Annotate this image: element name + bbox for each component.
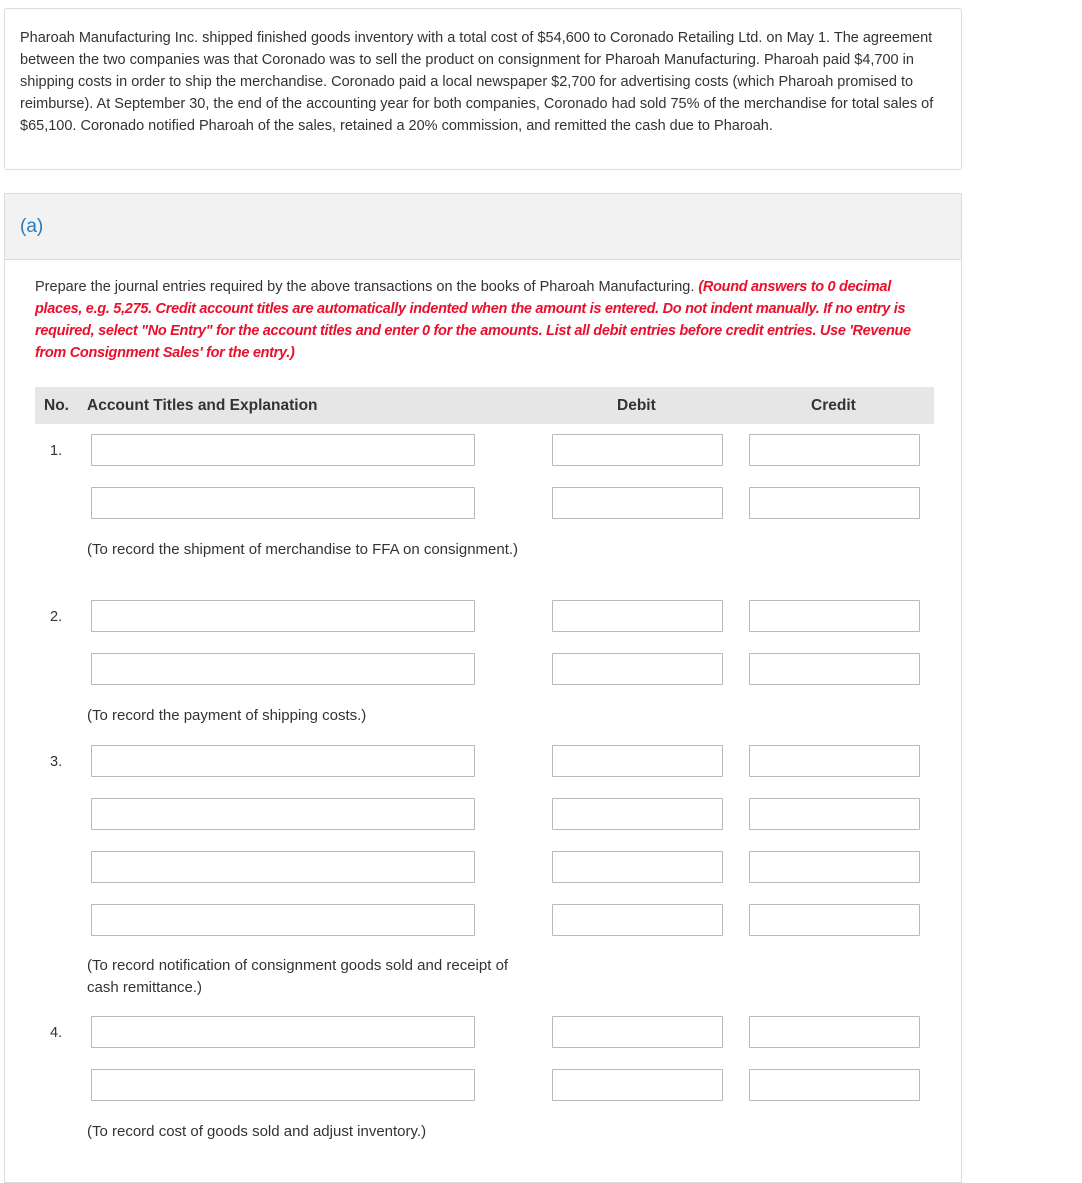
entry-3-account-4[interactable] <box>91 904 475 936</box>
entry-3-account-2[interactable] <box>91 798 475 830</box>
entry-3-debit-4[interactable] <box>552 904 723 936</box>
entry-3-explanation: (To record notification of consignment goods sold and receipt of cash remittance.) <box>87 957 509 996</box>
entry-4-debit-1[interactable] <box>552 1016 723 1048</box>
entry-1-account-2[interactable] <box>91 487 475 519</box>
entry-4-explanation: (To record cost of goods sold and adjust inventory.) <box>87 1123 427 1140</box>
entry-4-account-1[interactable] <box>91 1016 475 1048</box>
entry-2-account-1[interactable] <box>91 600 475 632</box>
entry-4-account-2[interactable] <box>91 1069 475 1101</box>
entry-2-debit-1[interactable] <box>552 600 723 632</box>
instruction-plain: Prepare the journal entries required by the above transactions on the books of Pharoah Manufacturing. <box>35 279 695 295</box>
entry-2-debit-2[interactable] <box>552 653 723 685</box>
entry-1-explanation: (To record the shipment of merchandise to FFA on consignment.) <box>87 541 519 558</box>
entry-4-debit-2[interactable] <box>552 1069 723 1101</box>
entry-3-number: 3. <box>50 754 63 770</box>
entry-1-debit-2[interactable] <box>552 487 723 519</box>
header-no: No. <box>44 397 69 414</box>
entry-3-credit-2[interactable] <box>749 798 920 830</box>
entry-3-account-3[interactable] <box>91 851 475 883</box>
part-a-panel <box>4 193 962 1183</box>
entry-3-credit-3[interactable] <box>749 851 920 883</box>
entry-4-number: 4. <box>50 1025 63 1041</box>
journal-table-header <box>35 387 934 424</box>
instruction-red: (Round answers to 0 decimal places, e.g. 5,275. Credit account titles are automatically indented when the amount is entered. Do not indent manually. If no entry is required, select "No Entry" for the account titles and enter 0 for the amounts. List all debit entries before credit entries. Use 'Revenue from Consignment Sales' for the entry.) <box>35 279 911 361</box>
entry-2-number: 2. <box>50 609 63 625</box>
entry-3-debit-3[interactable] <box>552 851 723 883</box>
entry-1-account-1[interactable] <box>91 434 475 466</box>
entry-4-credit-1[interactable] <box>749 1016 920 1048</box>
entry-2-credit-1[interactable] <box>749 600 920 632</box>
entry-4-credit-2[interactable] <box>749 1069 920 1101</box>
entry-2-credit-2[interactable] <box>749 653 920 685</box>
entry-2-account-2[interactable] <box>91 653 475 685</box>
entry-1-number: 1. <box>50 443 63 459</box>
problem-statement-text: Pharoah Manufacturing Inc. shipped finished goods inventory with a total cost of $54,600 to Coronado Retailing Ltd. on May 1. The agreement between the two companies was that Coronado was to sell the product on consignment for Pharoah Manufacturing. Pharoah paid $4,700 in shipping costs in order to ship the merchandise. Coronado paid a local newspaper $2,700 for advertising costs (which Pharoah promised to reimburse). At September 30, the end of the accounting year for both companies, Coronado had sold 75% of the merchandise for total sales of $65,100. Coronado notified Pharoah of the sales, retained a 20% commission, and remitted the cash due to Pharoah. <box>20 30 934 134</box>
part-label: (a) <box>20 216 44 237</box>
entry-3-account-1[interactable] <box>91 745 475 777</box>
header-account-titles: Account Titles and Explanation <box>87 397 318 414</box>
part-a-header <box>5 194 961 260</box>
entry-2-explanation: (To record the payment of shipping costs.) <box>87 707 367 724</box>
entry-1-credit-1[interactable] <box>749 434 920 466</box>
entry-3-debit-2[interactable] <box>552 798 723 830</box>
entry-3-debit-1[interactable] <box>552 745 723 777</box>
instructions <box>35 276 940 364</box>
entry-1-debit-1[interactable] <box>552 434 723 466</box>
entry-3-credit-1[interactable] <box>749 745 920 777</box>
entry-3-credit-4[interactable] <box>749 904 920 936</box>
header-debit: Debit <box>617 397 656 414</box>
entry-1-credit-2[interactable] <box>749 487 920 519</box>
header-credit: Credit <box>811 397 856 414</box>
problem-statement-box <box>4 8 962 170</box>
